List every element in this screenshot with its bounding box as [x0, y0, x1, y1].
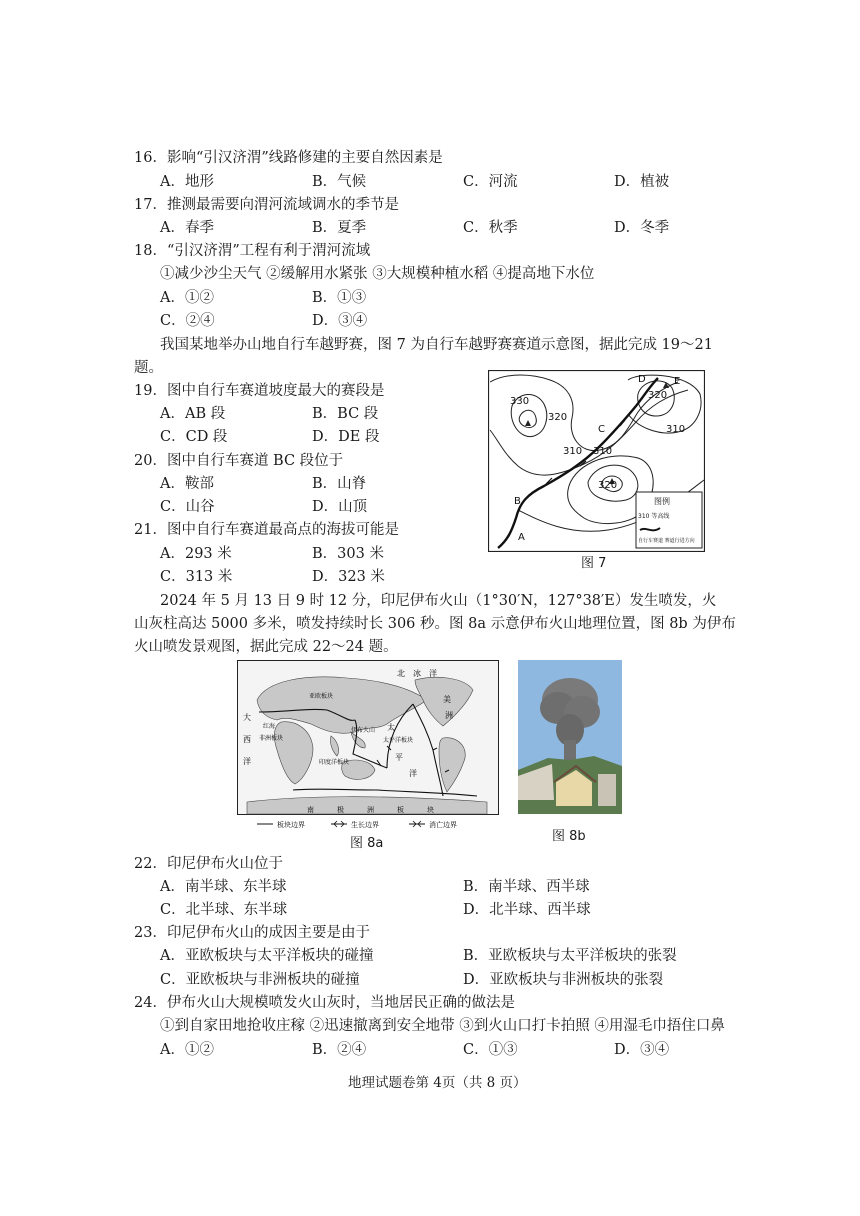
page-footer: 地理试题卷第 4页（共 8 页）	[348, 1075, 527, 1091]
q21-option-b[interactable]: B．303 米	[312, 546, 384, 562]
q21-option-d[interactable]: D．323 米	[312, 569, 385, 585]
legend-title: 图例	[654, 497, 670, 506]
q18-stem: 18．“引汉济渭”工程有利于渭河流域	[134, 243, 371, 259]
q17-option-c[interactable]: C．秋季	[463, 220, 518, 236]
map-label: 洋	[429, 669, 437, 678]
map-label: 伊布火山	[351, 727, 376, 734]
map-label: 块	[427, 806, 434, 814]
legend-spreading-boundary: 生长边界	[351, 821, 379, 829]
contour-label: 310	[666, 424, 686, 435]
q22-option-c[interactable]: C．北半球、东半球	[160, 902, 288, 918]
map-label: 洲	[367, 806, 374, 814]
q19-option-d[interactable]: D．DE 段	[312, 429, 380, 445]
map-label: 美	[443, 695, 451, 704]
contour-label: 320	[648, 390, 668, 401]
legend-plate-boundary: 板块边界	[277, 821, 305, 829]
q17-option-b[interactable]: B．夏季	[312, 220, 367, 236]
figure-8b-caption: 图 8b	[552, 829, 586, 844]
map-label: 太平洋板块	[383, 737, 414, 744]
q20-option-c[interactable]: C．山谷	[160, 499, 215, 515]
q18-option-b[interactable]: B．①③	[312, 290, 367, 306]
legend-subduction-boundary: 消亡边界	[429, 821, 457, 829]
figure-8b-eruption-photo	[518, 660, 622, 814]
map-label: 板	[397, 806, 404, 814]
q18-option-a[interactable]: A．①②	[160, 290, 214, 306]
map-label: 大	[243, 713, 251, 722]
q23-option-c[interactable]: C．亚欧板块与非洲板块的碰撞	[160, 972, 360, 988]
q17-stem: 17．推测最需要向渭河流域调水的季节是	[134, 197, 399, 213]
route-point-a: A	[518, 532, 525, 543]
q16-option-b[interactable]: B．气候	[312, 174, 367, 190]
q24-option-b[interactable]: B．②④	[312, 1042, 367, 1058]
q21-option-c[interactable]: C．313 米	[160, 569, 233, 585]
map-label: 南	[307, 806, 314, 814]
map-label: 太	[387, 723, 395, 732]
route-point-e: E	[674, 376, 681, 387]
q22-stem: 22．印尼伊布火山位于	[134, 856, 283, 872]
q24-option-a[interactable]: A．①②	[160, 1042, 214, 1058]
q17-option-a[interactable]: A．春季	[160, 220, 214, 236]
contour-label: 330	[510, 396, 530, 407]
contour-label: 320	[548, 412, 568, 423]
q16-stem: 16．影响“引汉济渭”线路修建的主要自然因素是	[134, 150, 443, 166]
figure-7-contour-map	[488, 370, 705, 552]
q24-items: ①到自家田地抢收庄稼 ②迅速撤离到安全地带 ③到火山口打卡拍照 ④用湿毛巾捂住口鼻	[160, 1018, 725, 1034]
legend-contour: 310 等高线	[638, 513, 670, 520]
map-label: 红海	[263, 723, 276, 730]
intro-19-21-line2: 题。	[134, 360, 163, 376]
intro-22-24-line2: 山灰柱高达 5000 多米，喷发持续时长 306 秒。图 8a 示意伊布火山地理位置，图 8b 为伊布	[134, 616, 736, 632]
figure-8a-caption: 图 8a	[350, 836, 384, 851]
figure-8a-plate-map	[237, 660, 499, 830]
intro-22-24-line1: 2024 年 5 月 13 日 9 时 12 分，印尼伊布火山（1°30′N，127°38′E）发生喷发，火	[160, 593, 717, 609]
q19-option-a[interactable]: A．AB 段	[160, 406, 226, 422]
figure-7-caption: 图 7	[581, 556, 607, 571]
route-point-c: C	[598, 424, 605, 435]
map-label: 亚欧板块	[309, 693, 334, 700]
q22-option-a[interactable]: A．南半球、东半球	[160, 879, 287, 895]
map-label: 冰	[413, 669, 421, 678]
contour-label: 310	[563, 446, 583, 457]
map-label: 洋	[409, 769, 417, 778]
q18-option-d[interactable]: D．③④	[312, 313, 368, 329]
q24-option-d[interactable]: D．③④	[614, 1042, 670, 1058]
q19-option-b[interactable]: B．BC 段	[312, 406, 379, 422]
route-point-b: B	[514, 496, 521, 507]
q18-items: ①减少沙尘天气 ②缓解用水紧张 ③大规模种植水稻 ④提高地下水位	[160, 266, 595, 282]
q16-option-d[interactable]: D．植被	[614, 174, 670, 190]
q24-option-c[interactable]: C．①③	[463, 1042, 518, 1058]
route-point-d: D	[638, 374, 646, 385]
q23-stem: 23．印尼伊布火山的成因主要是由于	[134, 925, 370, 941]
q20-option-a[interactable]: A．鞍部	[160, 476, 214, 492]
q22-option-d[interactable]: D．北半球、西半球	[463, 902, 591, 918]
map-label: 非洲板块	[259, 735, 284, 742]
q16-option-a[interactable]: A．地形	[160, 174, 214, 190]
q18-option-c[interactable]: C．②④	[160, 313, 215, 329]
map-label: 极	[337, 806, 344, 814]
q19-stem: 19．图中自行车赛道坡度最大的赛段是	[134, 383, 385, 399]
map-label: 洋	[243, 757, 251, 766]
contour-label: 320	[598, 480, 618, 491]
q16-option-c[interactable]: C．河流	[463, 174, 518, 190]
q23-option-a[interactable]: A．亚欧板块与太平洋板块的碰撞	[160, 948, 374, 964]
q21-option-a[interactable]: A．293 米	[160, 546, 232, 562]
q20-stem: 20．图中自行车赛道 BC 段位于	[134, 453, 344, 469]
q20-option-b[interactable]: B．山脊	[312, 476, 367, 492]
q24-stem: 24．伊布火山大规模喷发火山灰时，当地居民正确的做法是	[134, 995, 515, 1011]
contour-label: 310	[593, 446, 613, 457]
legend-route: 自行车赛道 赛道行进方向	[638, 538, 695, 544]
q20-option-d[interactable]: D．山顶	[312, 499, 368, 515]
q21-stem: 21．图中自行车赛道最高点的海拔可能是	[134, 522, 399, 538]
map-label: 印度洋板块	[319, 759, 350, 766]
intro-19-21-line1: 我国某地举办山地自行车越野赛，图 7 为自行车越野赛赛道示意图，据此完成 19～21	[160, 337, 713, 353]
q22-option-b[interactable]: B．南半球、西半球	[463, 879, 590, 895]
map-label: 西	[243, 735, 251, 744]
q23-option-b[interactable]: B．亚欧板块与太平洋板块的张裂	[463, 948, 677, 964]
map-label: 洲	[445, 711, 453, 720]
q23-option-d[interactable]: D．亚欧板块与非洲板块的张裂	[463, 972, 664, 988]
map-label: 平	[395, 753, 403, 762]
q19-option-c[interactable]: C．CD 段	[160, 429, 228, 445]
q17-option-d[interactable]: D．冬季	[614, 220, 670, 236]
intro-22-24-line3: 火山喷发景观图，据此完成 22～24 题。	[134, 639, 398, 655]
map-label: 北	[397, 669, 405, 678]
